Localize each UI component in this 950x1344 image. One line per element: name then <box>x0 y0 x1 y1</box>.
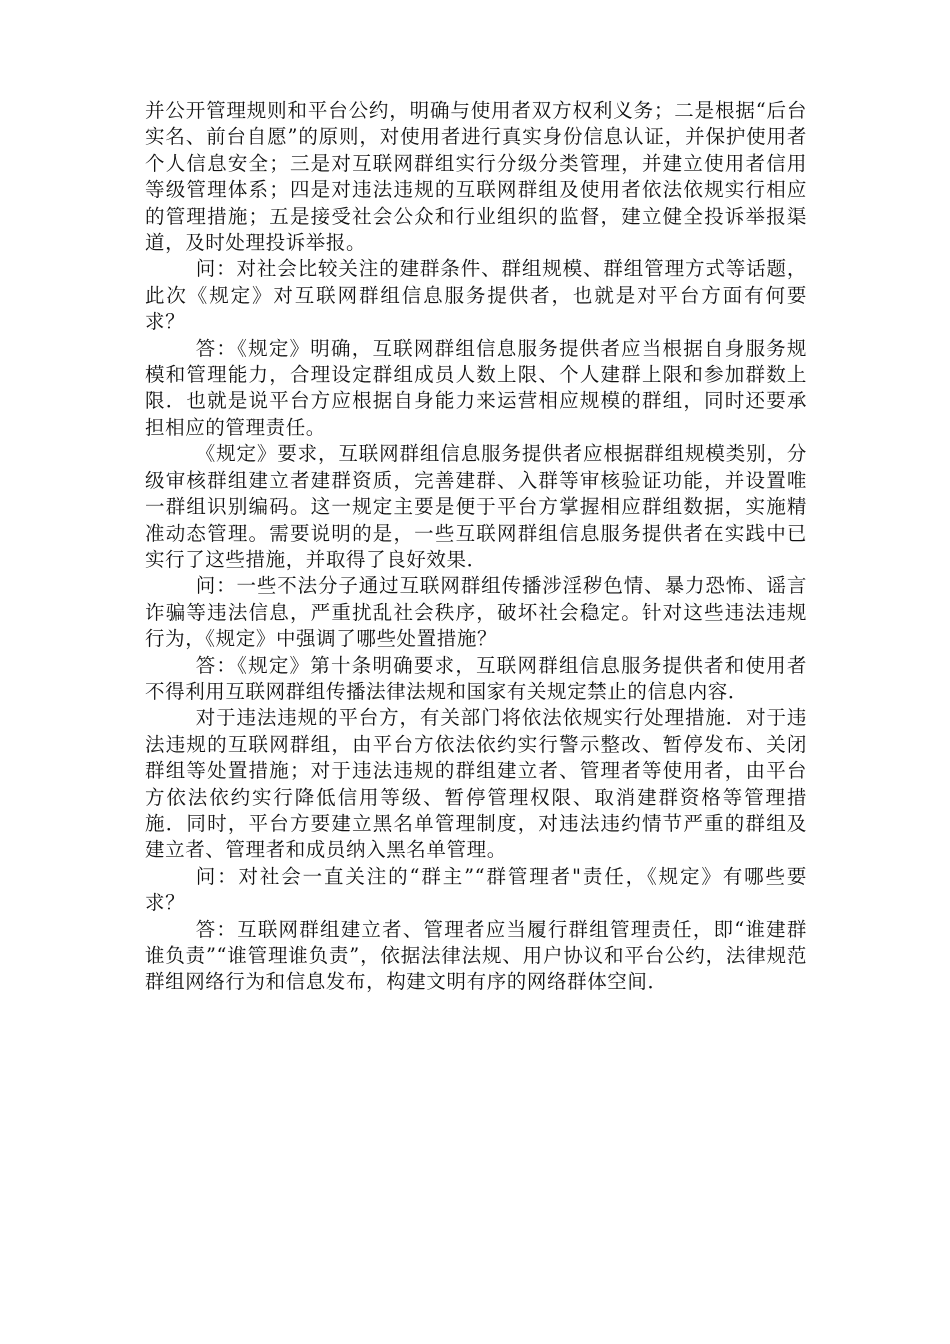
paragraph-question-group-owner: 问：对社会一直关注的“群主”“群管理者"责任，《规定》有哪些要求？ <box>145 864 807 915</box>
paragraph-question-platform: 问：对社会比较关注的建群条件、群组规模、群组管理方式等话题，此次《规定》对互联网群组信息服务提供者，也就是对平台方面有何要求？ <box>145 257 807 334</box>
document-body <box>145 98 807 996</box>
paragraph-question-violations: 问：一些不法分子通过互联网群组传播涉淫秽色情、暴力恐怖、谣言诈骗等违法信息，严重扰乱社会秩序，破坏社会稳定。针对这些违法违规行为，《规定》中强调了哪些处置措施？ <box>145 574 807 651</box>
paragraph-answer-violations: 答：《规定》第十条明确要求，互联网群组信息服务提供者和使用者不得利用互联网群组传播法律法规和国家有关规定禁止的信息内容． <box>145 653 807 703</box>
paragraph-penalty-measures: 对于违法违规的平台方，有关部门将依法依规实行处理措施．对于违法违规的互联网群组，由平台方依法依约实行警示整改、暂停发布、关闭群组等处置措施；对于违法违规的群组建立者、管理者等使用者，由平台方依法依约实行降低信用等级、暂停管理权限、取消建群资格等管理措施．同时，平台方要建立黑名单管理制度，对违法违约情节严重的群组及建立者、管理者和成员纳入黑名单管理。 <box>145 706 807 862</box>
paragraph-continuation: 并公开管理规则和平台公约，明确与使用者双方权利义务；二是根据“后台实名、前台自愿”的原则，对使用者进行真实身份信息认证，并保护使用者个人信息安全；三是对互联网群组实行分级分类管理，并建立使用者信用等级管理体系；四是对违法违规的互联网群组及使用者依法依规实行相应的管理措施；五是接受社会公众和行业组织的监督，建立健全投诉举报渠道，及时处理投诉举报。 <box>145 99 807 255</box>
paragraph-answer-platform: 答：《规定》明确，互联网群组信息服务提供者应当根据自身服务规模和管理能力，合理设定群组成员人数上限、个人建群上限和参加群数上限．也就是说平台方应根据自身能力来运营相应规模的群组，同时还要承担相应的管理责任。 <box>145 336 807 439</box>
paragraph-answer-group-owner: 答：互联网群组建立者、管理者应当履行群组管理责任，即“谁建群谁负责”“谁管理谁负责”，依据法律法规、用户协议和平台公约，法律规范群组网络行为和信息发布，构建文明有序的网络群体空间． <box>145 917 807 994</box>
paragraph-regulation-requirements: 《规定》要求，互联网群组信息服务提供者应根据群组规模类别，分级审核群组建立者建群资质，完善建群、入群等审核验证功能，并设置唯一群组识别编码。这一规定主要是便于平台方掌握相应群组数据，实施精准动态管理。需要说明的是，一些互联网群组信息服务提供者在实践中已实行了这些措施，并取得了良好效果． <box>145 442 807 571</box>
